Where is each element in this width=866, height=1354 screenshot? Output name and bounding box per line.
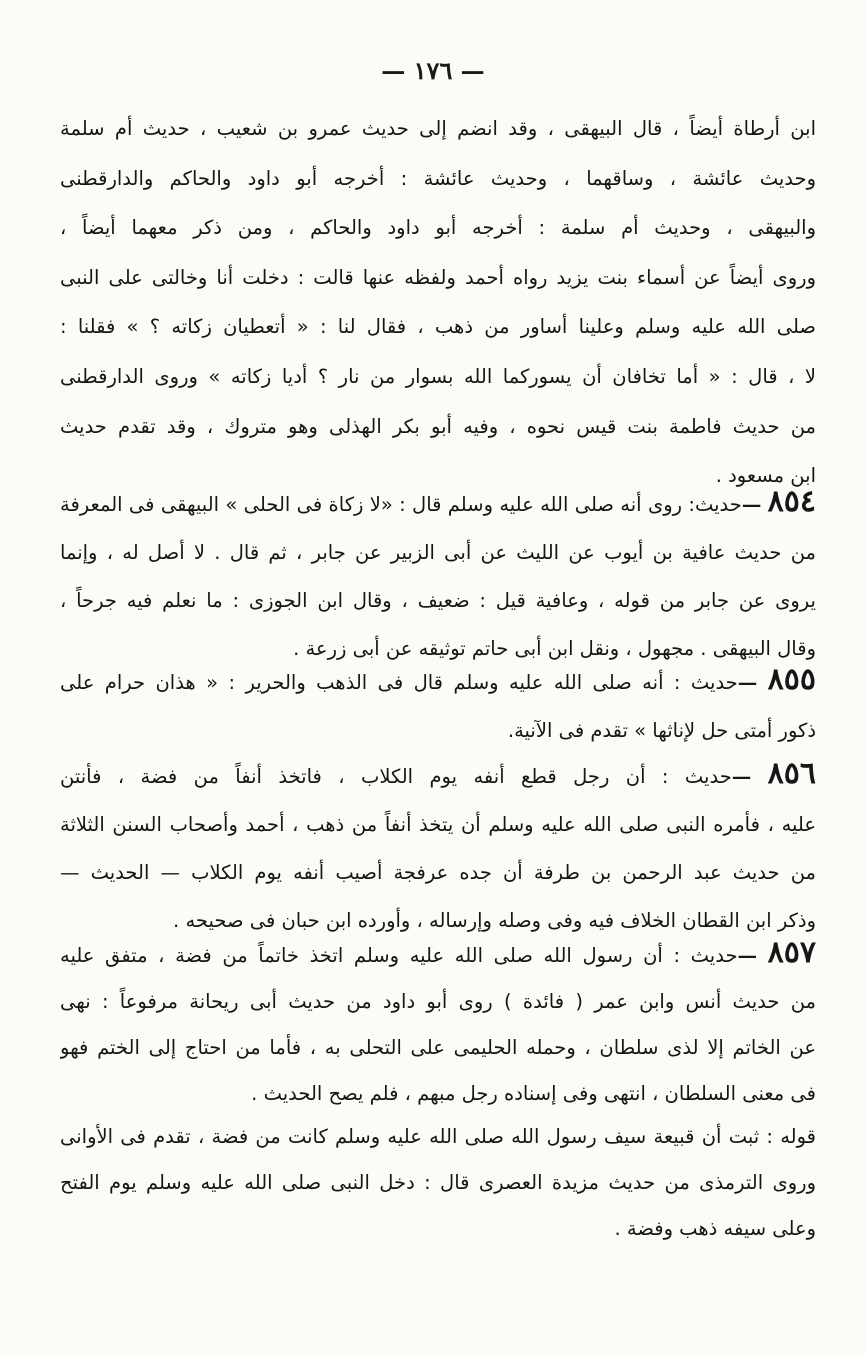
text-line: وعلى سيفه ذهب وفضة . [614,1217,816,1240]
text-line: من حديث عافية بن أيوب عن الليث عن أبى الزبير عن جابر ، ثم قال . لا أصل له ، وإنما [60,541,816,564]
text-line: لا ، قال : « أما تخافان أن يسوركما الله بسوار من نار ؟ أديا زكاته » وروى الدارقطنى [60,364,816,388]
hadith-separator: — [737,944,758,967]
text-line: ذكور أمتى حل لإناثها » تقدم فى الآنية. [507,719,816,742]
hadith-separator: — [741,493,762,516]
hadith-number: ٨٥٥ [767,662,816,697]
hadith-text: حديث : أن رسول الله صلى الله عليه وسلم اتخذ خاتماً من فضة ، متفق عليه [60,944,738,967]
text-line: عن الخاتم إلا لذى سلطان ، وحمله الحليمى على التحلى به ، فأما من احتاج إلى الختم فهو [60,1036,816,1059]
hadith-text: حديث : أن رجل قطع أنفه يوم الكلاب ، فاتخذ أنفاً من فضة ، فأنتن [60,765,732,788]
hadith-number: ٨٥٧ [767,935,816,970]
text-line: ابن أرطاة أيضاً ، قال البيهقى ، وقد انضم إلى حديث عمرو بن شعيب ، حديث أم سلمة [60,117,816,140]
text-line: من حديث عبد الرحمن بن طرفة أن جده عرفجة أصيب أنفه يوم الكلاب — الحديث — [60,861,816,884]
hadith-number: ٨٥٦ [767,756,816,791]
text-line: وحديث عائشة ، وساقهما ، وحديث عائشة : أخرجه أبو داود والحاكم والدارقطنى [60,166,816,190]
text-line: ابن مسعود . [715,464,816,488]
text-line: فى معنى السلطان ، انتهى وفى إسناده رجل مبهم ، فلم يصح الحديث . [251,1082,816,1105]
hadith-text: حديث : أنه صلى الله عليه وسلم قال فى الذهب والحرير : « هذان حرام على [60,671,738,694]
text-line: من حديث فاطمة بنت قيس نحوه ، وفيه أبو بكر الهذلى وهو متروك ، وقد تقدم حديث [60,414,816,438]
text-line: وذكر ابن القطان الخلاف فيه وفى وصله وإرساله ، وأورده ابن حبان فى صحيحه . [173,909,816,932]
text-line: وقال البيهقى . مجهول ، ونقل ابن أبى حاتم توثيقه عن أبى زرعة . [293,637,816,660]
page-number: — ١٧٦ — [381,56,485,85]
text-line: يروى عن جابر من قوله ، وعافية قيل : ضعيف ، وقال ابن الجوزى : ما نعلم فيه جرحاً ، [60,589,816,612]
hadith-854 [60,478,816,673]
hadith-separator: — [731,765,752,788]
text-line: من حديث أنس وابن عمر ( فائدة ) روى أبو داود من حديث أبى ريحانة مرفوعاً : نهى [60,990,816,1013]
text-line: قوله : ثبت أن قبيعة سيف رسول الله صلى الله عليه وسلم كانت من فضة ، تقدم فى الأوانى [60,1125,816,1148]
hadith-855 [60,656,816,755]
text-line: وروى الترمذى من حديث مزيدة العصرى قال : دخل النبى صلى الله عليه وسلم يوم الفتح [60,1171,816,1194]
hadith-857 [60,930,816,1117]
text-line [60,930,816,979]
text-line: صلى الله عليه وسلم وعلينا أساور من ذهب ، فقال لنا : « أتعطيان زكاته ؟ » فقلنا : [60,315,816,339]
hadith-number: ٨٥٤ [767,484,816,519]
text-line [60,750,816,801]
text-line [60,478,816,529]
paragraph-qawluh [60,1114,816,1252]
paragraph-continuation [60,104,816,501]
text-line: عليه ، فأمره النبى صلى الله عليه وسلم أن يتخذ أنفاً من ذهب ، أحمد وأصحاب السنن الثلاثة [60,813,816,836]
hadith-856 [60,750,816,945]
hadith-text: حديث: روى أنه صلى الله عليه وسلم قال : «لا زكاة فى الحلى » البيهقى فى المعرفة [60,493,742,516]
text-line: وروى أيضاً عن أسماء بنت يزيد رواه أحمد ولفظه عنها قالت : دخلت أنا وخالتى على النبى [60,265,816,289]
text-line [60,656,816,707]
text-line: والبيهقى ، وحديث أم سلمة : أخرجه أبو داود والحاكم ، ومن ذكر معهما أيضاً ، [60,216,816,240]
hadith-separator: — [737,671,758,694]
